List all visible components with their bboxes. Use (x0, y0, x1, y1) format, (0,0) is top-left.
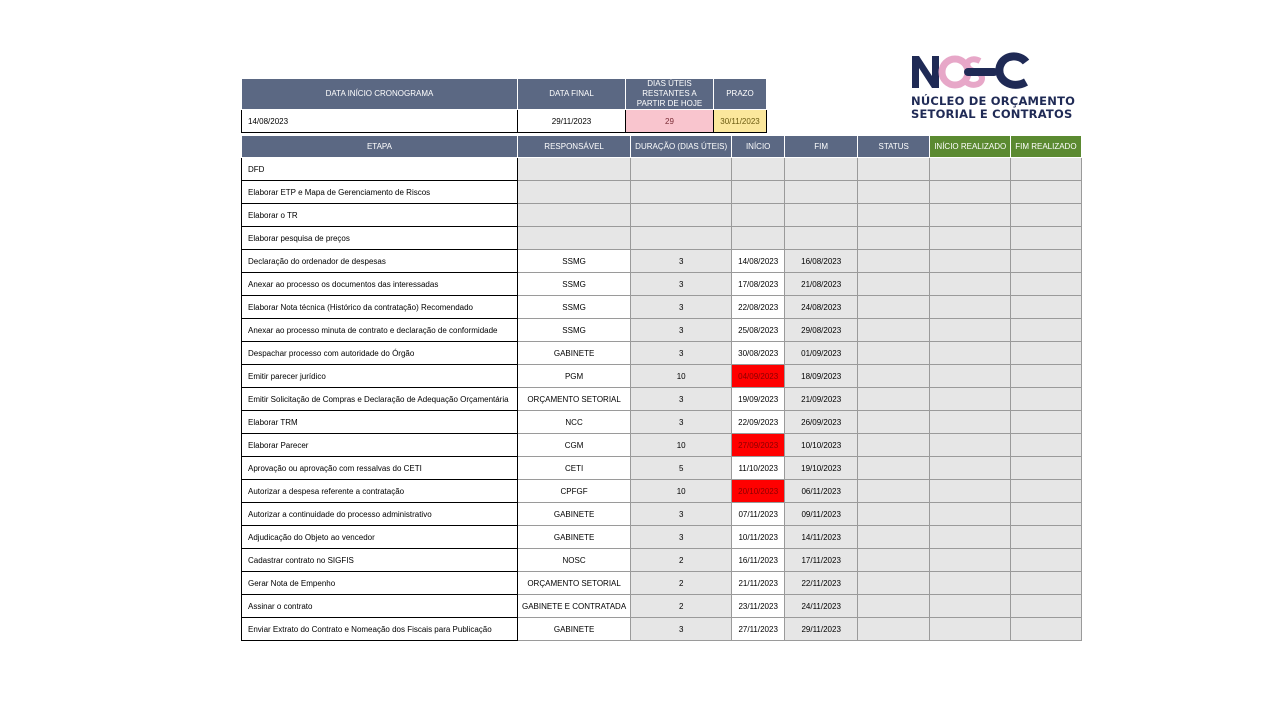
logo-line-2: SETORIAL E CONTRATOS (911, 107, 1073, 121)
summary-row (242, 110, 767, 133)
inicio-cell[interactable]: 20/10/2023 (732, 480, 785, 503)
duracao-cell[interactable]: 3 (631, 296, 732, 319)
inicio-realizado-cell[interactable] (930, 296, 1011, 319)
responsavel-cell[interactable] (518, 204, 631, 227)
summary-table (241, 78, 767, 133)
table-row (242, 204, 1082, 227)
inicio-cell[interactable]: 17/08/2023 (732, 273, 785, 296)
etapa-cell[interactable]: Gerar Nota de Empenho (242, 572, 518, 595)
etapa-cell[interactable]: Declaração do ordenador de despesas (242, 250, 518, 273)
responsavel-cell[interactable]: SSMG (518, 273, 631, 296)
responsavel-cell[interactable]: PGM (518, 365, 631, 388)
fim-realizado-cell[interactable] (1011, 434, 1081, 457)
inicio-realizado-cell[interactable] (930, 480, 1011, 503)
fim-cell[interactable]: 19/10/2023 (785, 457, 858, 480)
inicio-realizado-cell[interactable] (930, 158, 1011, 181)
fim-cell[interactable] (785, 181, 858, 204)
status-cell[interactable] (858, 457, 930, 480)
table-row (242, 411, 1082, 434)
inicio-cell[interactable]: 16/11/2023 (732, 549, 785, 572)
header-etapa: ETAPA (242, 136, 518, 158)
schedule-table (241, 135, 1082, 641)
fim-cell[interactable] (785, 158, 858, 181)
fim-realizado-cell[interactable] (1011, 204, 1081, 227)
table-row (242, 595, 1082, 618)
table-row (242, 388, 1082, 411)
duracao-cell[interactable]: 10 (631, 365, 732, 388)
responsavel-cell[interactable]: NCC (518, 411, 631, 434)
table-row (242, 158, 1082, 181)
header-responsavel: RESPONSÁVEL (518, 136, 631, 158)
fim-realizado-cell[interactable] (1011, 457, 1081, 480)
duracao-cell[interactable]: 3 (631, 503, 732, 526)
schedule-header-row (242, 136, 1082, 158)
inicio-realizado-cell[interactable] (930, 250, 1011, 273)
responsavel-cell[interactable]: NOSC (518, 549, 631, 572)
status-cell[interactable] (858, 296, 930, 319)
etapa-cell[interactable]: Enviar Extrato do Contrato e Nomeação dos Fiscais para Publicação (242, 618, 518, 641)
duracao-cell[interactable] (631, 181, 732, 204)
status-cell[interactable] (858, 388, 930, 411)
header-status: STATUS (858, 136, 930, 158)
summary-dias-cell[interactable]: 29 (626, 110, 714, 133)
responsavel-cell[interactable]: SSMG (518, 319, 631, 342)
fim-realizado-cell[interactable] (1011, 273, 1081, 296)
responsavel-cell[interactable] (518, 158, 631, 181)
summary-inicio-cell[interactable]: 14/08/2023 (242, 110, 518, 133)
fim-realizado-cell[interactable] (1011, 319, 1081, 342)
responsavel-cell[interactable]: GABINETE (518, 503, 631, 526)
etapa-cell[interactable]: DFD (242, 158, 518, 181)
etapa-cell[interactable]: Emitir parecer jurídico (242, 365, 518, 388)
inicio-realizado-cell[interactable] (930, 434, 1011, 457)
status-cell[interactable] (858, 342, 930, 365)
header-duracao: DURAÇÃO (DIAS ÚTEIS) (631, 136, 732, 158)
table-row (242, 250, 1082, 273)
summary-header-dias: DIAS ÚTEIS RESTANTES A PARTIR DE HOJE (626, 79, 714, 110)
inicio-realizado-cell[interactable] (930, 365, 1011, 388)
status-cell[interactable] (858, 319, 930, 342)
inicio-cell[interactable] (732, 181, 785, 204)
status-cell[interactable] (858, 480, 930, 503)
table-row (242, 503, 1082, 526)
table-row (242, 572, 1082, 595)
status-cell[interactable] (858, 227, 930, 250)
fim-realizado-cell[interactable] (1011, 250, 1081, 273)
fim-cell[interactable]: 18/09/2023 (785, 365, 858, 388)
status-cell[interactable] (858, 549, 930, 572)
inicio-realizado-cell[interactable] (930, 595, 1011, 618)
inicio-cell[interactable]: 19/09/2023 (732, 388, 785, 411)
duracao-cell[interactable]: 3 (631, 411, 732, 434)
header-inicio: INÍCIO (732, 136, 785, 158)
etapa-cell[interactable]: Aprovação ou aprovação com ressalvas do CETI (242, 457, 518, 480)
duracao-cell[interactable]: 2 (631, 549, 732, 572)
inicio-cell[interactable]: 30/08/2023 (732, 342, 785, 365)
table-row (242, 457, 1082, 480)
inicio-cell[interactable]: 23/11/2023 (732, 595, 785, 618)
duracao-cell[interactable] (631, 158, 732, 181)
responsavel-cell[interactable]: GABINETE (518, 526, 631, 549)
table-row (242, 549, 1082, 572)
fim-realizado-cell[interactable] (1011, 158, 1081, 181)
duracao-cell[interactable]: 3 (631, 526, 732, 549)
inicio-realizado-cell[interactable] (930, 572, 1011, 595)
inicio-realizado-cell[interactable] (930, 181, 1011, 204)
fim-cell[interactable]: 16/08/2023 (785, 250, 858, 273)
fim-realizado-cell[interactable] (1011, 595, 1081, 618)
logo-caption (911, 95, 1075, 121)
fim-cell[interactable]: 14/11/2023 (785, 526, 858, 549)
status-cell[interactable] (858, 181, 930, 204)
table-row (242, 618, 1082, 641)
table-row (242, 526, 1082, 549)
etapa-cell[interactable]: Assinar o contrato (242, 595, 518, 618)
fim-realizado-cell[interactable] (1011, 296, 1081, 319)
duracao-cell[interactable]: 2 (631, 572, 732, 595)
summary-prazo-cell[interactable]: 30/11/2023 (714, 110, 767, 133)
status-cell[interactable] (858, 595, 930, 618)
fim-cell[interactable]: 06/11/2023 (785, 480, 858, 503)
duracao-cell[interactable]: 2 (631, 595, 732, 618)
inicio-cell[interactable]: 27/11/2023 (732, 618, 785, 641)
inicio-realizado-cell[interactable] (930, 204, 1011, 227)
table-row (242, 319, 1082, 342)
etapa-cell[interactable]: Elaborar pesquisa de preços (242, 227, 518, 250)
fim-realizado-cell[interactable] (1011, 181, 1081, 204)
inicio-cell[interactable]: 11/10/2023 (732, 457, 785, 480)
fim-realizado-cell[interactable] (1011, 342, 1081, 365)
fim-cell[interactable]: 29/11/2023 (785, 618, 858, 641)
inicio-cell[interactable]: 14/08/2023 (732, 250, 785, 273)
fim-realizado-cell[interactable] (1011, 227, 1081, 250)
status-cell[interactable] (858, 204, 930, 227)
inicio-cell[interactable]: 10/11/2023 (732, 526, 785, 549)
duracao-cell[interactable]: 3 (631, 388, 732, 411)
table-row (242, 227, 1082, 250)
status-cell[interactable] (858, 572, 930, 595)
summary-header-row (242, 79, 767, 110)
fim-realizado-cell[interactable] (1011, 572, 1081, 595)
status-cell[interactable] (858, 158, 930, 181)
inicio-realizado-cell[interactable] (930, 618, 1011, 641)
fim-cell[interactable]: 21/08/2023 (785, 273, 858, 296)
fim-cell[interactable]: 24/11/2023 (785, 595, 858, 618)
fim-realizado-cell[interactable] (1011, 526, 1081, 549)
duracao-cell[interactable] (631, 204, 732, 227)
responsavel-cell[interactable]: ORÇAMENTO SETORIAL (518, 388, 631, 411)
inicio-realizado-cell[interactable] (930, 227, 1011, 250)
status-cell[interactable] (858, 618, 930, 641)
inicio-realizado-cell[interactable] (930, 457, 1011, 480)
duracao-cell[interactable]: 3 (631, 618, 732, 641)
status-cell[interactable] (858, 526, 930, 549)
inicio-realizado-cell[interactable] (930, 273, 1011, 296)
inicio-realizado-cell[interactable] (930, 388, 1011, 411)
status-cell[interactable] (858, 411, 930, 434)
logo-line-1: NÚCLEO DE ORÇAMENTO (911, 94, 1076, 108)
etapa-cell[interactable]: Autorizar a despesa referente a contratação (242, 480, 518, 503)
table-row (242, 365, 1082, 388)
fim-cell[interactable]: 17/11/2023 (785, 549, 858, 572)
inicio-cell[interactable]: 25/08/2023 (732, 319, 785, 342)
responsavel-cell[interactable]: GABINETE (518, 342, 631, 365)
summary-header-prazo: PRAZO (714, 79, 767, 110)
inicio-cell[interactable]: 22/09/2023 (732, 411, 785, 434)
status-cell[interactable] (858, 503, 930, 526)
duracao-cell[interactable]: 3 (631, 319, 732, 342)
etapa-cell[interactable]: Despachar processo com autoridade do Órgão (242, 342, 518, 365)
etapa-cell[interactable]: Elaborar TRM (242, 411, 518, 434)
inicio-cell[interactable]: 27/09/2023 (732, 434, 785, 457)
inicio-realizado-cell[interactable] (930, 503, 1011, 526)
inicio-realizado-cell[interactable] (930, 411, 1011, 434)
etapa-cell[interactable]: Anexar ao processo minuta de contrato e declaração de conformidade (242, 319, 518, 342)
inicio-realizado-cell[interactable] (930, 526, 1011, 549)
fim-realizado-cell[interactable] (1011, 618, 1081, 641)
header-fim-realizado: FIM REALIZADO (1011, 136, 1081, 158)
inicio-cell[interactable]: 21/11/2023 (732, 572, 785, 595)
fim-cell[interactable]: 01/09/2023 (785, 342, 858, 365)
etapa-cell[interactable]: Adjudicação do Objeto ao vencedor (242, 526, 518, 549)
status-cell[interactable] (858, 250, 930, 273)
inicio-realizado-cell[interactable] (930, 342, 1011, 365)
etapa-cell[interactable]: Elaborar o TR (242, 204, 518, 227)
status-cell[interactable] (858, 365, 930, 388)
summary-header-final: DATA FINAL (518, 79, 626, 110)
status-cell[interactable] (858, 434, 930, 457)
etapa-cell[interactable]: Elaborar Nota técnica (Histórico da contratação) Recomendado (242, 296, 518, 319)
inicio-cell[interactable]: 04/09/2023 (732, 365, 785, 388)
duracao-cell[interactable]: 5 (631, 457, 732, 480)
fim-cell[interactable] (785, 204, 858, 227)
responsavel-cell[interactable] (518, 227, 631, 250)
duracao-cell[interactable]: 10 (631, 434, 732, 457)
status-cell[interactable] (858, 273, 930, 296)
fim-cell[interactable]: 09/11/2023 (785, 503, 858, 526)
etapa-cell[interactable]: Anexar ao processo os documentos das interessadas (242, 273, 518, 296)
duracao-cell[interactable]: 10 (631, 480, 732, 503)
fim-cell[interactable]: 10/10/2023 (785, 434, 858, 457)
inicio-cell[interactable] (732, 204, 785, 227)
table-row (242, 273, 1082, 296)
inicio-realizado-cell[interactable] (930, 549, 1011, 572)
responsavel-cell[interactable]: SSMG (518, 250, 631, 273)
summary-final-cell[interactable]: 29/11/2023 (518, 110, 626, 133)
header-inicio-realizado: INÍCIO REALIZADO (930, 136, 1011, 158)
summary-header-inicio: DATA INÍCIO CRONOGRAMA (242, 79, 518, 110)
responsavel-cell[interactable]: GABINETE (518, 618, 631, 641)
header-fim: FIM (785, 136, 858, 158)
fim-cell[interactable]: 29/08/2023 (785, 319, 858, 342)
fim-cell[interactable]: 21/09/2023 (785, 388, 858, 411)
table-row (242, 434, 1082, 457)
fim-realizado-cell[interactable] (1011, 365, 1081, 388)
duracao-cell[interactable]: 3 (631, 342, 732, 365)
inicio-cell[interactable]: 22/08/2023 (732, 296, 785, 319)
table-row (242, 342, 1082, 365)
etapa-cell[interactable]: Emitir Solicitação de Compras e Declaração de Adequação Orçamentária (242, 388, 518, 411)
responsavel-cell[interactable]: CPFGF (518, 480, 631, 503)
duracao-cell[interactable] (631, 227, 732, 250)
etapa-cell[interactable]: Elaborar Parecer (242, 434, 518, 457)
duracao-cell[interactable]: 3 (631, 250, 732, 273)
responsavel-cell[interactable] (518, 181, 631, 204)
etapa-cell[interactable]: Cadastrar contrato no SIGFIS (242, 549, 518, 572)
inicio-cell[interactable] (732, 227, 785, 250)
responsavel-cell[interactable]: SSMG (518, 296, 631, 319)
etapa-cell[interactable]: Elaborar ETP e Mapa de Gerenciamento de Riscos (242, 181, 518, 204)
responsavel-cell[interactable]: CETI (518, 457, 631, 480)
fim-realizado-cell[interactable] (1011, 480, 1081, 503)
duracao-cell[interactable]: 3 (631, 273, 732, 296)
fim-realizado-cell[interactable] (1011, 549, 1081, 572)
inicio-realizado-cell[interactable] (930, 319, 1011, 342)
fim-realizado-cell[interactable] (1011, 411, 1081, 434)
responsavel-cell[interactable]: GABINETE E CONTRATADA (518, 595, 631, 618)
inicio-cell[interactable]: 07/11/2023 (732, 503, 785, 526)
table-row (242, 480, 1082, 503)
fim-cell[interactable] (785, 227, 858, 250)
etapa-cell[interactable]: Autorizar a continuidade do processo administrativo (242, 503, 518, 526)
fim-realizado-cell[interactable] (1011, 503, 1081, 526)
fim-cell[interactable]: 26/09/2023 (785, 411, 858, 434)
schedule-body (242, 158, 1082, 641)
inicio-cell[interactable] (732, 158, 785, 181)
responsavel-cell[interactable]: CGM (518, 434, 631, 457)
table-row (242, 181, 1082, 204)
fim-realizado-cell[interactable] (1011, 388, 1081, 411)
responsavel-cell[interactable]: ORÇAMENTO SETORIAL (518, 572, 631, 595)
table-row (242, 296, 1082, 319)
fim-cell[interactable]: 24/08/2023 (785, 296, 858, 319)
fim-cell[interactable]: 22/11/2023 (785, 572, 858, 595)
